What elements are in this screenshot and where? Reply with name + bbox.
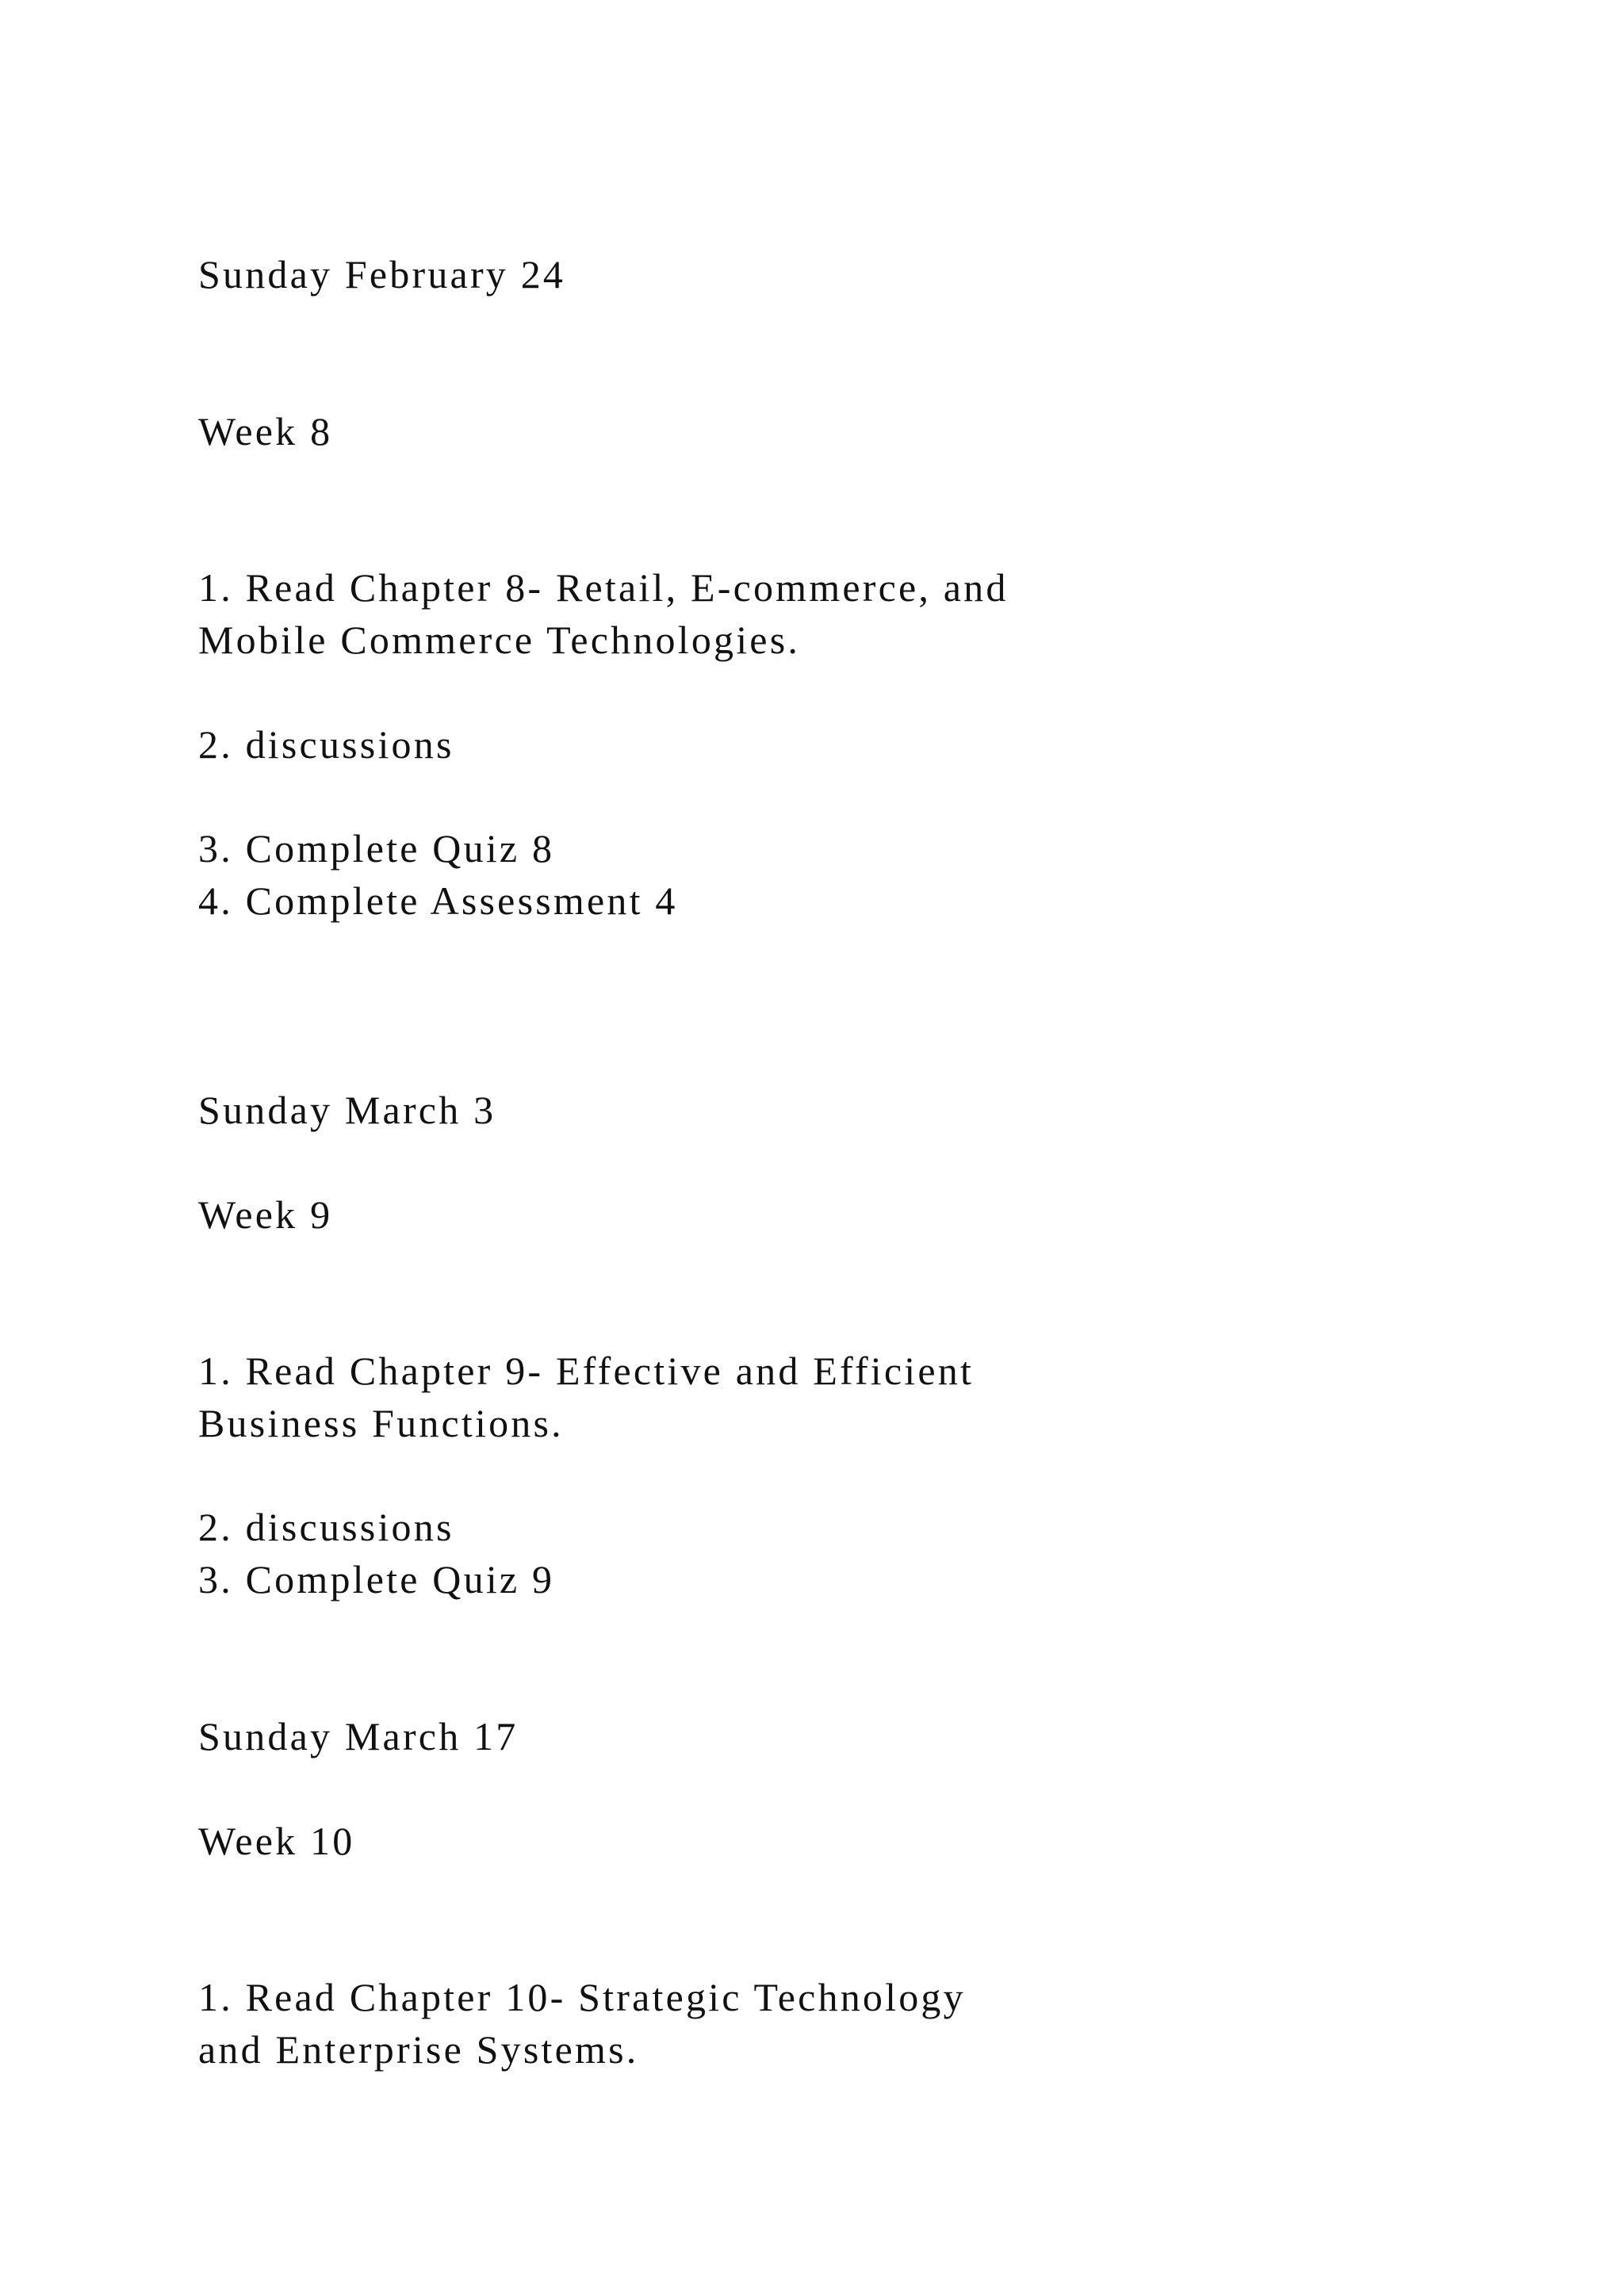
- task-line: 4. Complete Assessment 4: [198, 878, 678, 923]
- section-week: Week 8: [198, 409, 333, 453]
- task-line: 3. Complete Quiz 8: [198, 826, 555, 871]
- section-week: Week 9: [198, 1192, 333, 1237]
- section-date: Sunday February 24: [198, 252, 566, 297]
- section-date: Sunday March 17: [198, 1714, 519, 1758]
- task-line: and Enterprise Systems.: [198, 2027, 639, 2072]
- task-line: Business Functions.: [198, 1401, 564, 1445]
- task-line: Mobile Commerce Technologies.: [198, 618, 801, 662]
- section-date: Sunday March 3: [198, 1088, 496, 1132]
- task-line: 1. Read Chapter 10- Strategic Technology: [198, 1975, 966, 2019]
- task-line: 1. Read Chapter 9- Effective and Efficient: [198, 1349, 975, 1393]
- task-line: 3. Complete Quiz 9: [198, 1557, 555, 1601]
- task-line: 2. discussions: [198, 1505, 454, 1549]
- section-week: Week 10: [198, 1819, 355, 1863]
- task-line: 1. Read Chapter 8- Retail, E-commerce, and: [198, 565, 1009, 610]
- task-line: 2. discussions: [198, 722, 454, 767]
